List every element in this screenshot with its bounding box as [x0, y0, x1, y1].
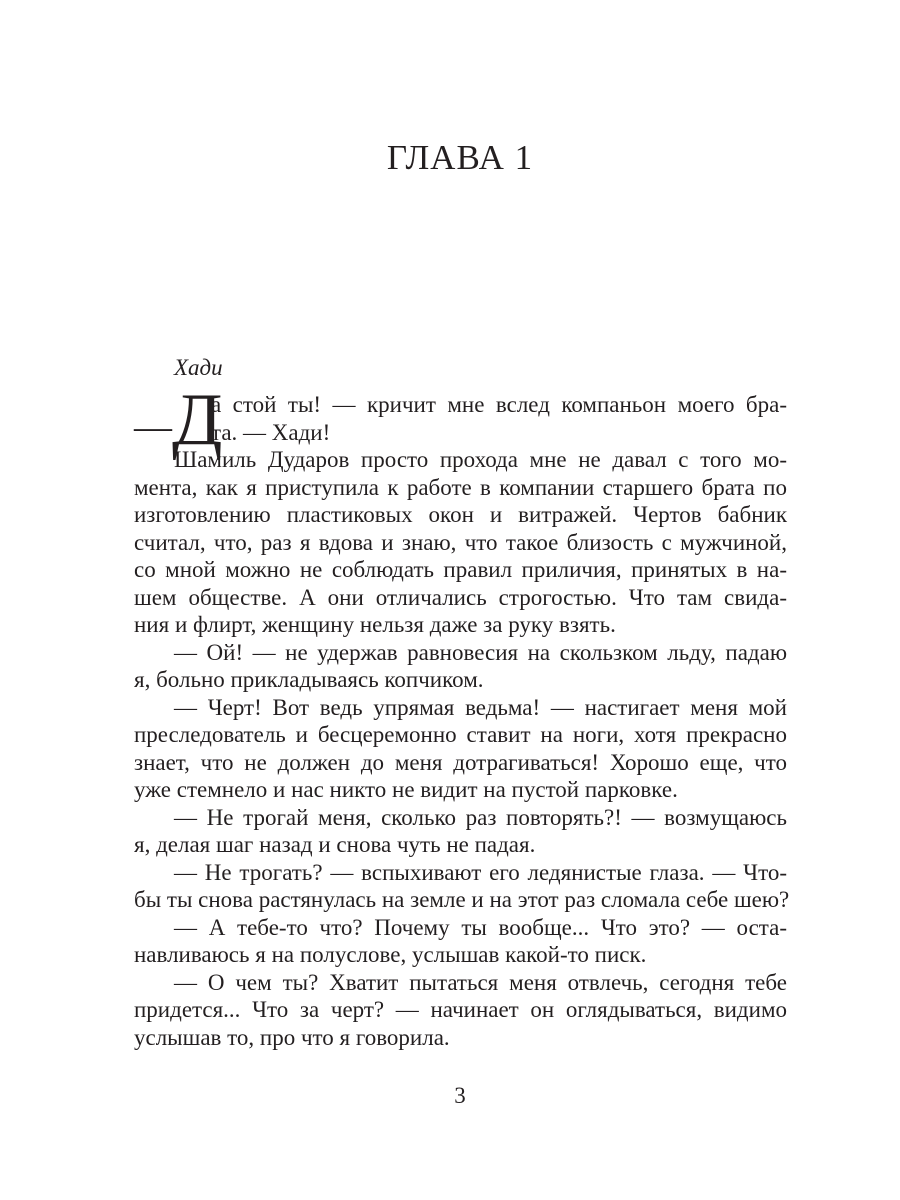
- text-line: — А тебе-то что? Почему ты вообще... Что это? — оста-: [174, 914, 787, 940]
- drop-cap: [134, 379, 223, 461]
- text-line: Шамиль Дударов просто прохода мне не давал с того мо-: [174, 447, 787, 472]
- text-line: придется... Что за черт? — начинает он оглядываться, видимо: [134, 997, 787, 1022]
- drop-cap-dash: —: [134, 406, 172, 448]
- text-line: я, больно прикладываясь копчиком.: [134, 667, 484, 692]
- page-number: 3: [454, 1083, 466, 1108]
- text-line: навливаюсь я на полуслове, услышав какой-то писк.: [134, 942, 647, 967]
- text-line: — О чем ты? Хватит пытаться меня отвлечь, сегодня тебе: [174, 969, 787, 995]
- text-line: уже стемнело и нас никто не видит на пустой парковке.: [134, 777, 678, 802]
- text-line: шем обществе. А они отличались строгостью. Что там свида-: [134, 584, 787, 610]
- text-line: ния и флирт, женщину нельзя даже за руку взять.: [134, 612, 616, 637]
- text-line: — Ой! — не удержав равновесия на скользком льду, падаю: [174, 639, 787, 665]
- text-line: мента, как я приступила к работе в компании старшего брата по: [134, 474, 787, 500]
- drop-cap-letter: Д: [172, 379, 223, 461]
- text-line: знает, что не должен до меня дотрагиваться! Хорошо еще, что: [134, 749, 787, 775]
- chapter-title: ГЛАВА 1: [386, 138, 534, 177]
- text-line: — Не трогай меня, сколько раз повторять?! — возмущаюсь: [174, 804, 787, 830]
- text-line: бы ты снова растянулась на земле и на этот раз сломала себе шею?: [134, 887, 790, 912]
- text-line: — Черт! Вот ведь упрямая ведьма! — настигает меня мой: [174, 694, 787, 720]
- text-line: изготовлению пластиковых окон и витражей. Чертов бабник: [134, 502, 787, 527]
- pov-character-name: Хади: [174, 355, 223, 380]
- text-line: считал, что, раз я вдова и знаю, что такое близость с мужчиной,: [134, 529, 787, 555]
- chapter-text: [134, 354, 790, 1051]
- text-line: та. — Хади!: [211, 419, 331, 445]
- text-line: преследователь и бесцеремонно ставит на ноги, хотя прекрасно: [134, 722, 787, 747]
- text-line: — Не трогать? — вспыхивают его ледянистые глаза. — Что-: [174, 859, 787, 885]
- text-line: я, делая шаг назад и снова чуть не падая.: [134, 832, 536, 857]
- text-line: а стой ты! — кричит мне вслед компаньон моего бра-: [211, 392, 787, 417]
- text-line: со мной можно не соблюдать правил приличия, принятых в на-: [134, 557, 787, 582]
- text-line: услышав то, про что я говорила.: [134, 1024, 450, 1050]
